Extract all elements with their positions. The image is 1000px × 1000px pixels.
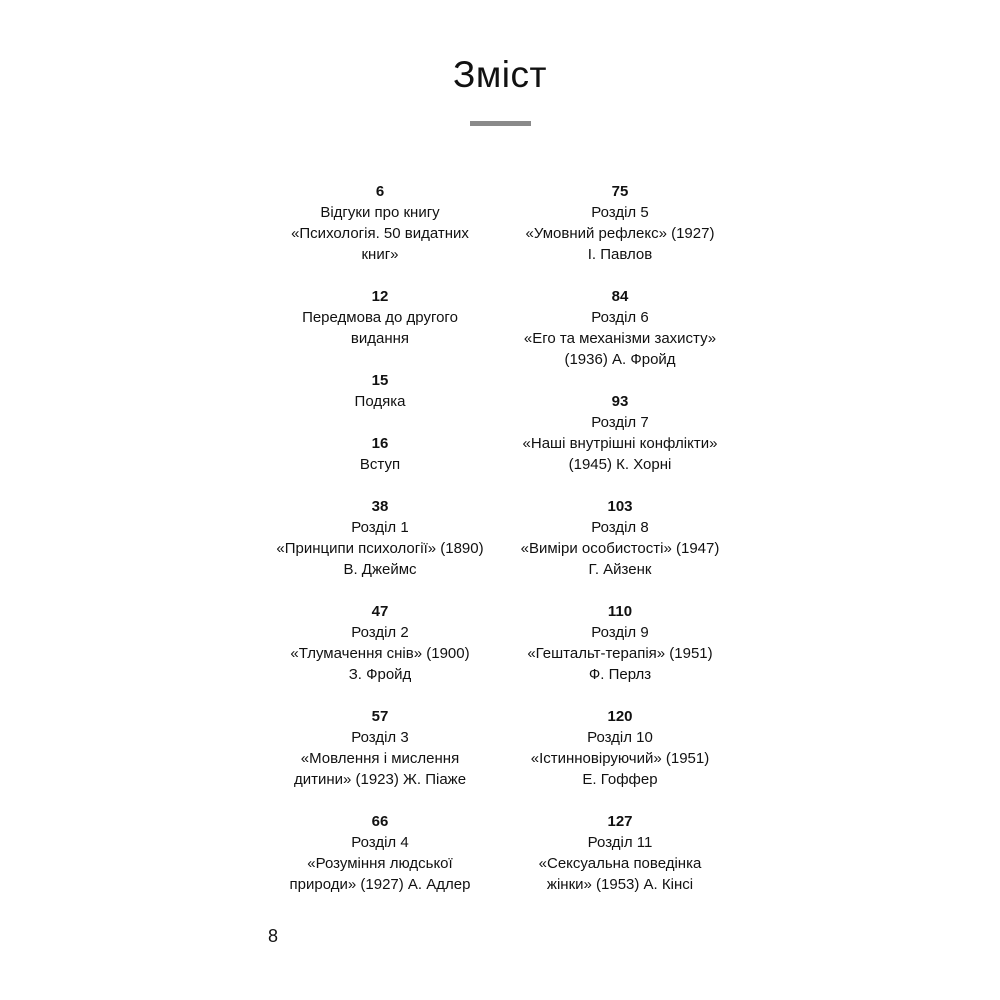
toc-entry-line: Е. Гоффер — [582, 771, 658, 788]
page-title: Зміст — [453, 54, 547, 95]
toc-entry-page-number: 93 — [611, 393, 629, 410]
toc-entry — [260, 433, 500, 475]
toc-entry-line: В. Джеймс — [343, 561, 417, 578]
toc-entry — [500, 286, 740, 370]
toc-entry — [260, 370, 500, 412]
toc-entry-line: З. Фройд — [348, 666, 412, 683]
toc-entry — [500, 391, 740, 475]
toc-entry-line: видання — [350, 330, 410, 347]
toc-entry-line: «Психологія. 50 видатних — [291, 225, 469, 242]
toc-entry-line: Розділ 10 — [587, 729, 653, 746]
toc-entry-page-number: 47 — [371, 603, 389, 620]
toc-entry-line: Розділ 7 — [591, 414, 649, 431]
title-divider — [470, 121, 531, 126]
toc-entry-line: «Тлумачення снів» (1900) — [290, 645, 470, 662]
toc-entry-line: Розділ 11 — [587, 834, 653, 851]
toc-right-column — [500, 181, 740, 916]
toc-entry-page-number: 16 — [371, 435, 389, 452]
toc-entry — [260, 706, 500, 790]
toc-entry-page-number: 38 — [371, 498, 389, 515]
toc-entry-page-number: 103 — [607, 498, 633, 515]
toc-entry-line: Відгуки про книгу — [320, 204, 440, 221]
toc-entry-line: Розділ 9 — [591, 624, 649, 641]
toc-entry-page-number: 6 — [375, 183, 385, 200]
toc-entry-page-number: 57 — [371, 708, 389, 725]
toc-entry-line: «Мовлення і мислення — [300, 750, 460, 767]
toc-entry-line: Розділ 2 — [351, 624, 409, 641]
toc-entry-line: Розділ 1 — [351, 519, 409, 536]
toc-entry — [500, 811, 740, 895]
toc-entry-line: І. Павлов — [587, 246, 653, 263]
toc-entry-line: «Сексуальна поведінка — [538, 855, 702, 872]
toc-entry-line: Передмова до другого — [302, 309, 458, 326]
toc-entry-line: Розділ 8 — [591, 519, 649, 536]
toc-entry — [500, 601, 740, 685]
toc-entry — [260, 286, 500, 349]
toc-entry-page-number: 66 — [371, 813, 389, 830]
toc-entry-line: (1936) А. Фройд — [564, 351, 676, 368]
toc-entry-page-number: 110 — [607, 603, 633, 620]
toc-entry-page-number: 15 — [371, 372, 389, 389]
toc-entry-line: природи» (1927) А. Адлер — [289, 876, 471, 893]
toc-entry-line: Г. Айзенк — [588, 561, 652, 578]
toc-entry-line: «Істинновіруючий» (1951) — [530, 750, 710, 767]
toc-entry-line: Подяка — [354, 393, 406, 410]
toc-entry-line: «Виміри особистості» (1947) — [520, 540, 720, 557]
toc-entry-line: Вступ — [359, 456, 401, 473]
toc-entry — [500, 181, 740, 265]
toc-entry — [500, 496, 740, 580]
toc-entry — [260, 601, 500, 685]
toc-entry — [260, 811, 500, 895]
toc-left-column — [260, 181, 500, 916]
toc-entry-page-number: 84 — [611, 288, 629, 305]
toc-entry-line: жінки» (1953) А. Кінсі — [546, 876, 694, 893]
toc-entry-line: Розділ 5 — [591, 204, 649, 221]
toc-entry-page-number: 75 — [611, 183, 629, 200]
toc-entry — [260, 496, 500, 580]
toc-entry-line: «Его та механізми захисту» — [523, 330, 717, 347]
toc-entry-page-number: 120 — [607, 708, 633, 725]
toc-entry-line: Розділ 3 — [351, 729, 409, 746]
page-number: 8 — [268, 926, 279, 946]
toc-entry — [500, 706, 740, 790]
toc-entry-page-number: 12 — [371, 288, 389, 305]
toc-entry-line: «Гештальт-терапія» (1951) — [527, 645, 713, 662]
toc-entry-line: «Умовний рефлекс» (1927) — [525, 225, 715, 242]
toc-entry-page-number: 127 — [607, 813, 633, 830]
toc-entry-line: Розділ 4 — [351, 834, 409, 851]
toc-entry-line: Розділ 6 — [591, 309, 649, 326]
toc-entry-line: «Принципи психології» (1890) — [276, 540, 484, 557]
toc-entry-line: (1945) К. Хорні — [568, 456, 672, 473]
toc-entry-line: дитини» (1923) Ж. Піаже — [293, 771, 467, 788]
toc-entry-line: «Розуміння людської — [307, 855, 453, 872]
toc-entry-line: книг» — [361, 246, 399, 263]
toc-entry-line: Ф. Перлз — [588, 666, 652, 683]
toc-entry — [260, 181, 500, 265]
toc-entry-line: «Наші внутрішні конфлікти» — [522, 435, 718, 452]
